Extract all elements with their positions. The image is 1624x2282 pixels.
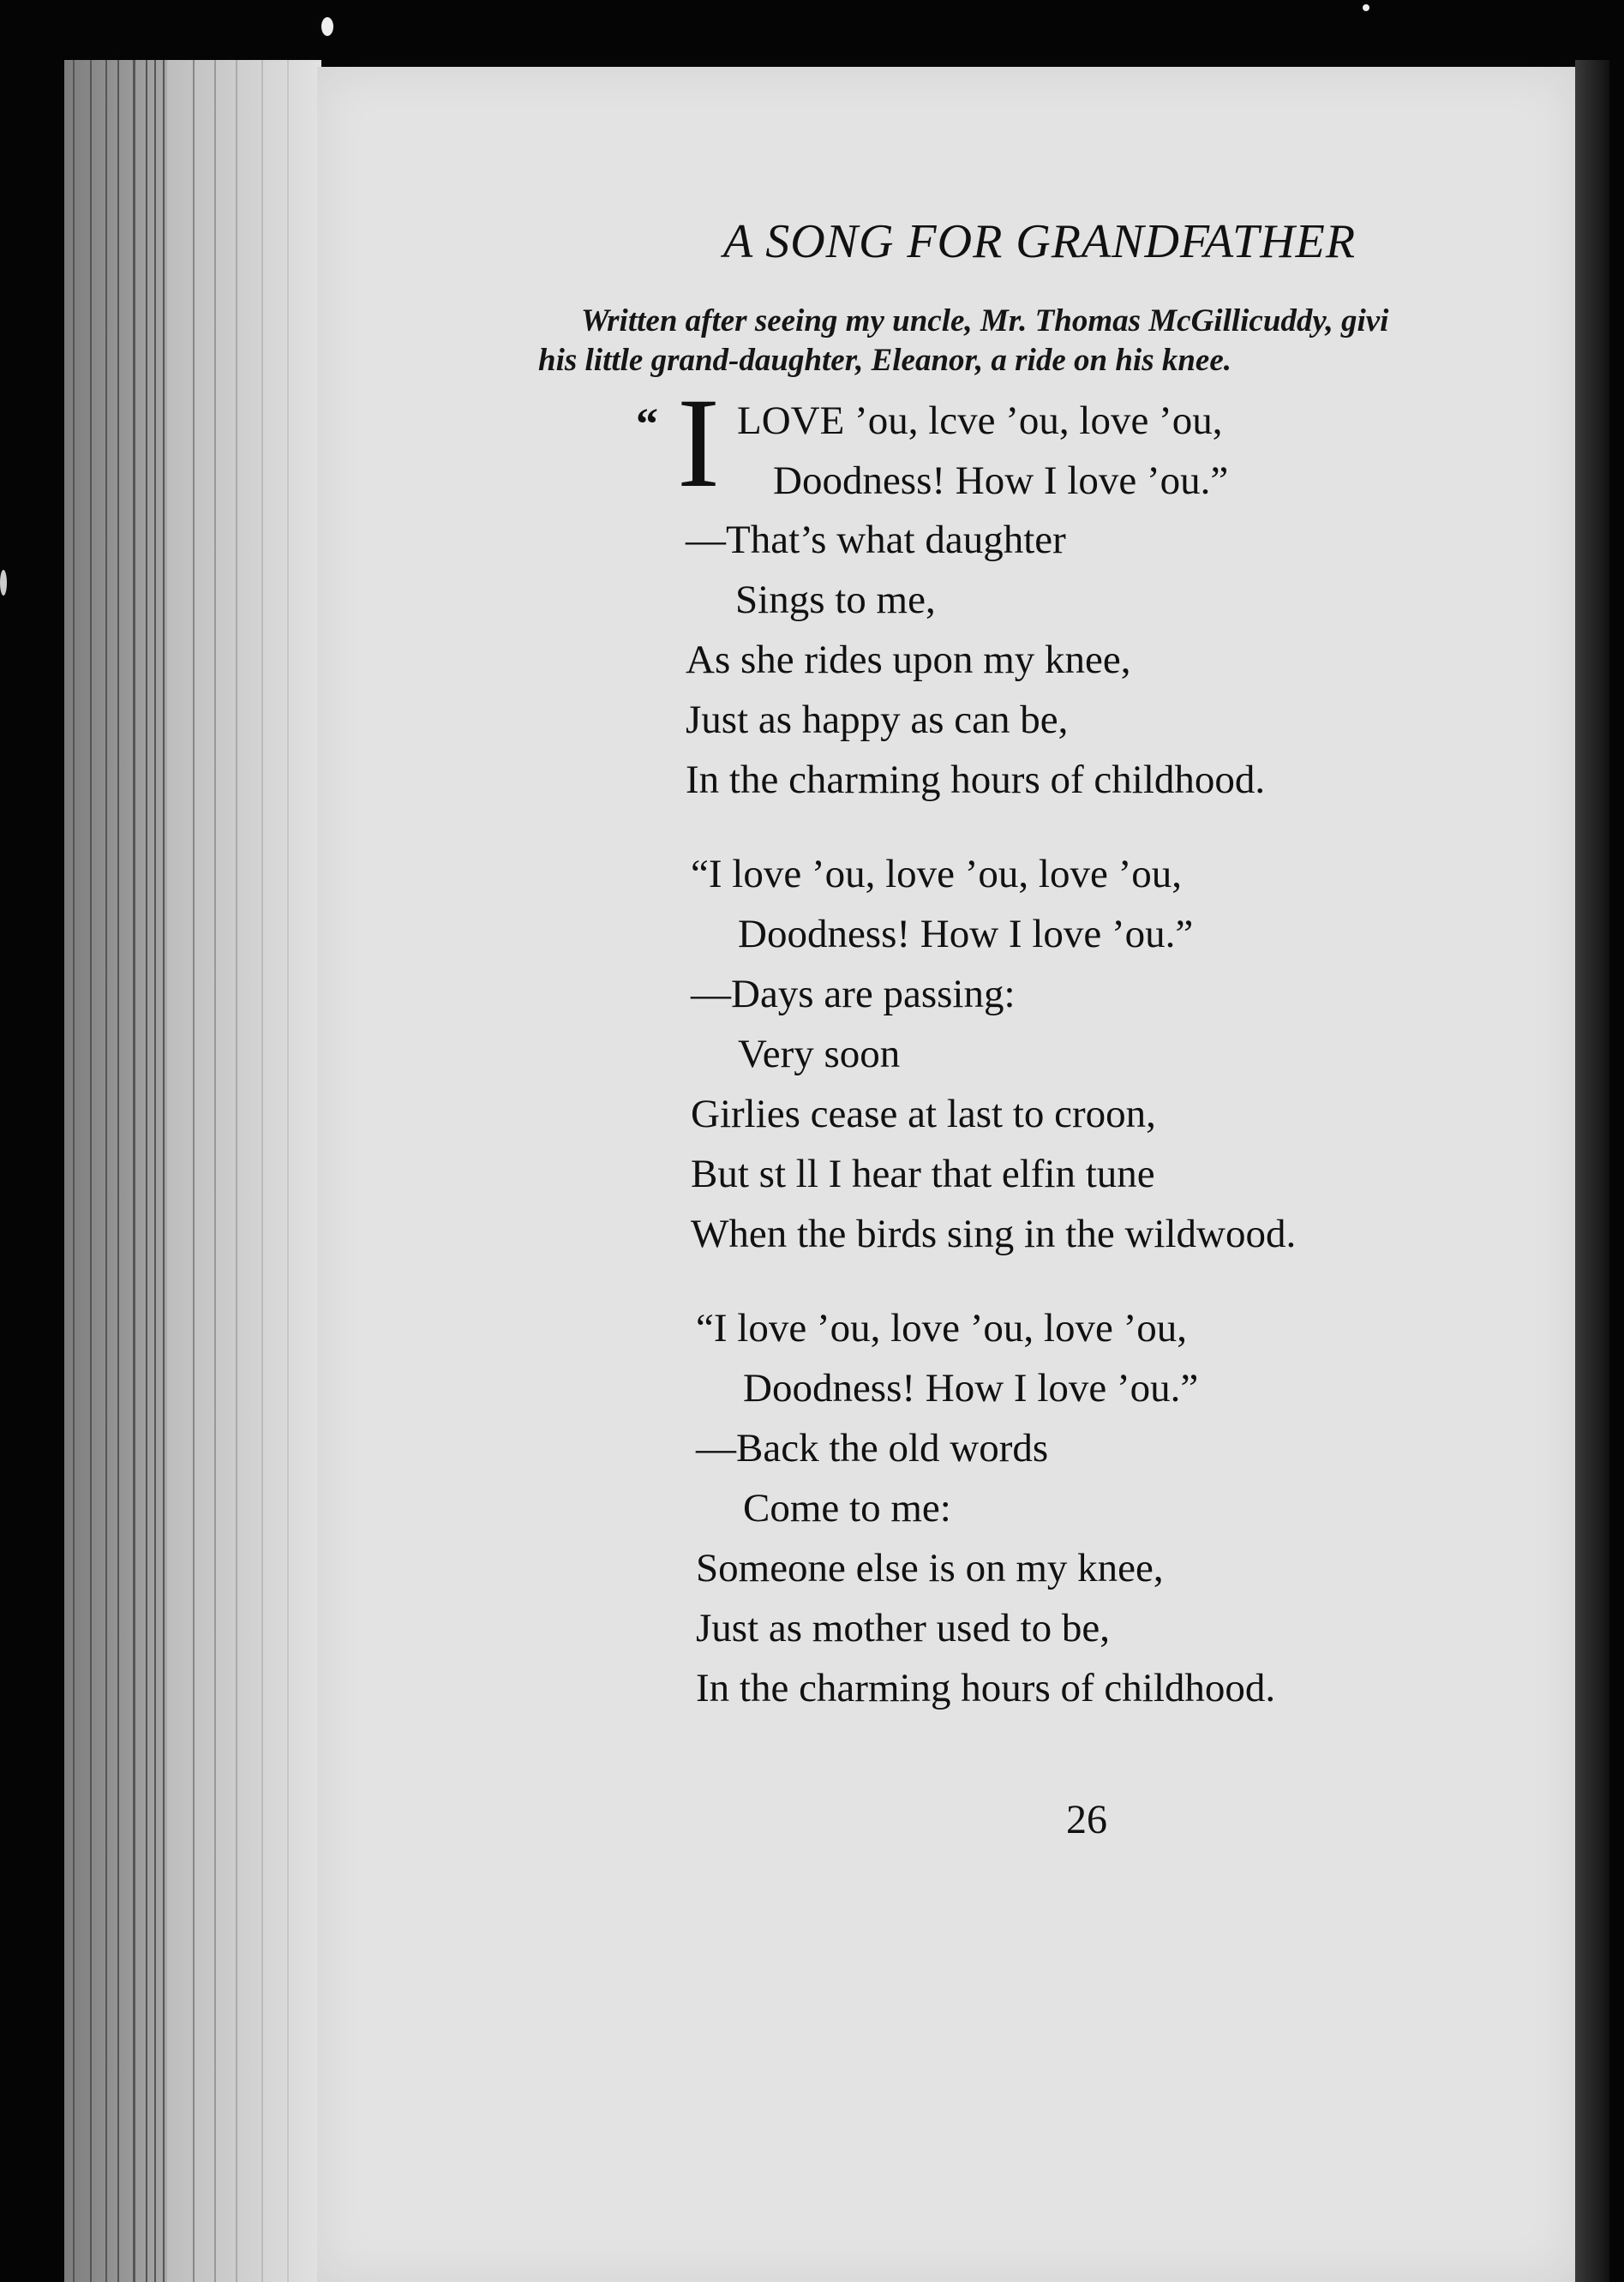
page-edges-shadow xyxy=(64,60,167,2282)
stanza-1 xyxy=(686,510,1265,810)
verse-line: Someone else is on my knee, xyxy=(696,1546,1164,1590)
stanza-3 xyxy=(696,1298,1275,1718)
verse-line: Doodness! How I love ’ou.” xyxy=(773,458,1229,503)
verse-line: In the charming hours of childhood. xyxy=(686,758,1266,802)
page-edge-line xyxy=(90,60,92,2282)
page-edge-line xyxy=(261,60,263,2282)
page-edge-line xyxy=(163,60,165,2282)
page-edges-light xyxy=(167,60,321,2282)
verse-line: Just as mother used to be, xyxy=(696,1606,1110,1650)
subtitle-line: his little grand-daughter, Eleanor, a ride on his knee. xyxy=(538,343,1232,378)
verse-line: “I love ’ou, love ’ou, love ’ou, xyxy=(691,852,1182,896)
page-edge-line xyxy=(105,60,107,2282)
verse-line: Doodness! How I love ’ou.” xyxy=(738,912,1194,956)
page-edge-line xyxy=(146,60,147,2282)
verse-line: Just as happy as can be, xyxy=(686,698,1069,742)
page-number: 26 xyxy=(1066,1797,1107,1842)
scan-speck xyxy=(1363,4,1369,11)
verse-line: Girlies cease at last to croon, xyxy=(691,1092,1156,1136)
verse-line: Come to me: xyxy=(743,1486,951,1530)
verse-line: —Days are passing: xyxy=(691,972,1016,1016)
verse-line: As she rides upon my knee, xyxy=(686,638,1131,682)
verse-line: —Back the old words xyxy=(696,1426,1049,1470)
page-edge-line xyxy=(133,60,135,2282)
page-edge-line xyxy=(73,60,75,2282)
verse-line: LOVE ’ou, lcve ’ou, love ’ou, xyxy=(737,398,1223,443)
verse-line: But st ll I hear that elfin tune xyxy=(691,1152,1155,1196)
page-edge-line xyxy=(236,60,237,2282)
subtitle-line: Written after seeing my uncle, Mr. Thomas McGillicuddy, givi xyxy=(581,303,1389,338)
poem-title: A SONG FOR GRANDFATHER xyxy=(723,215,1357,268)
page-edge-line xyxy=(117,60,119,2282)
right-page-edge xyxy=(1575,60,1609,2282)
verse-line: Very soon xyxy=(738,1032,901,1076)
verse-line: Sings to me, xyxy=(735,578,936,622)
verse-line: In the charming hours of childhood. xyxy=(696,1666,1276,1710)
page-edge-line xyxy=(193,60,195,2282)
dropcap-quote: “ xyxy=(636,400,658,449)
page-edge-line xyxy=(287,60,289,2282)
verse-line: When the birds sing in the wildwood. xyxy=(691,1212,1297,1256)
page-edge-line xyxy=(214,60,216,2282)
scan-speck xyxy=(0,570,7,596)
verse-line: “I love ’ou, love ’ou, love ’ou, xyxy=(696,1306,1187,1351)
stanza-1-opening xyxy=(737,391,1228,511)
scan-speck xyxy=(321,17,333,36)
page-edge-line xyxy=(154,60,156,2282)
poem-subtitle xyxy=(538,302,1388,380)
page-edges-stack xyxy=(64,60,321,2282)
dropcap-letter: I xyxy=(677,372,720,514)
stanza-2 xyxy=(691,844,1296,1264)
verse-line: —That’s what daughter xyxy=(686,518,1066,562)
verse-line: Doodness! How I love ’ou.” xyxy=(743,1366,1199,1411)
